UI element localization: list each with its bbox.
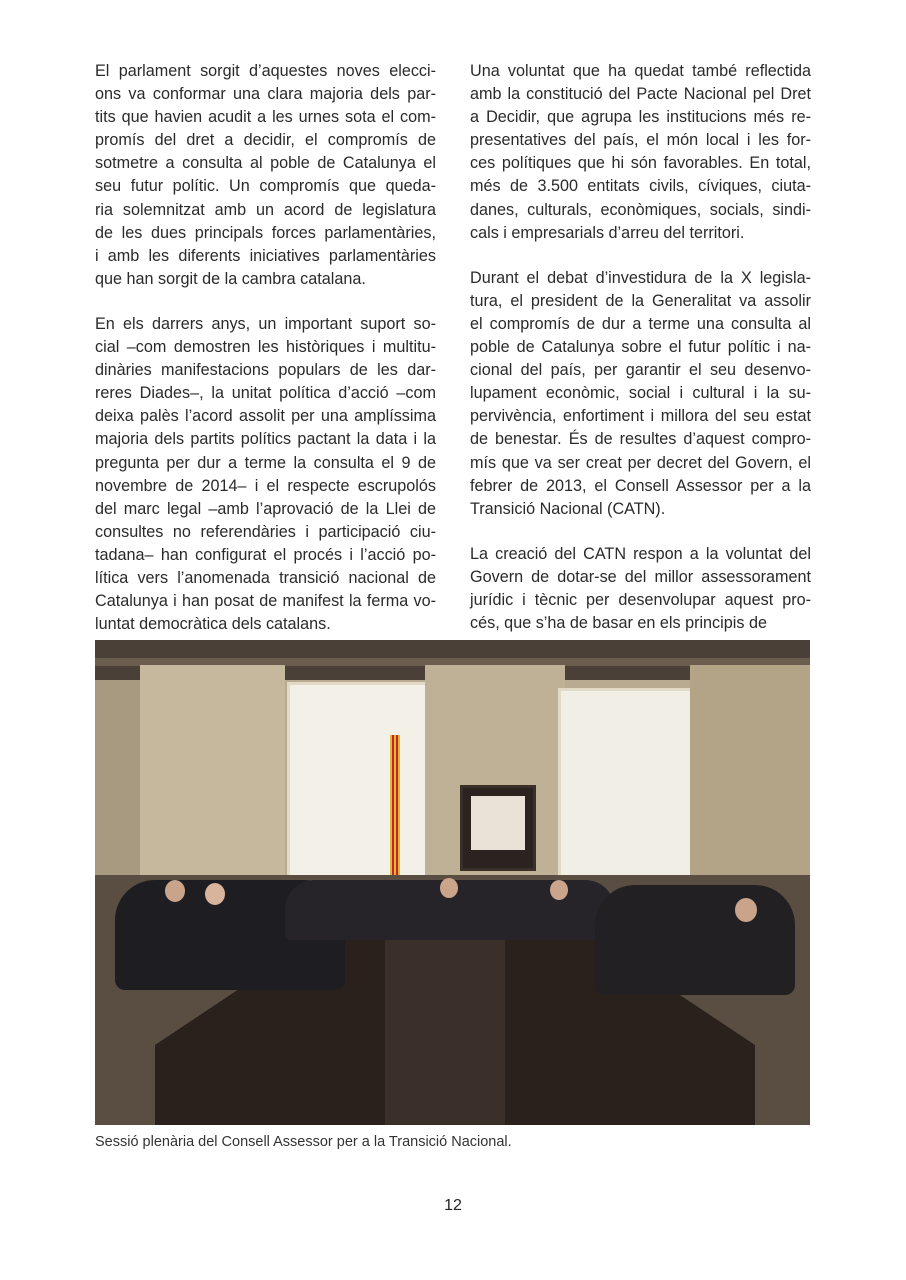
text-line: En els darrers anys, un important suport so- [95,314,436,333]
right-column [470,60,811,657]
text-line: promís del dret a decidir, el compromís de [95,131,436,150]
text-line: danes, culturals, econòmiques, socials, sindi- [470,200,811,219]
text-line: pregunta per dur a terme la consulta el 9 de [95,453,436,472]
text-line: deixa palès l’acord assolit per una amplíssima [95,407,436,426]
text-line: El parlament sorgit d’aquestes noves elecci- [95,62,436,80]
painting [460,785,536,871]
text-line: lupament econòmic, social i cultural i la su- [470,384,811,403]
text-line: poble de Catalunya sobre el futur polític i na- [470,338,811,357]
text-line: de benestar. És de resultes d’aquest compro- [470,430,811,449]
paragraph [470,267,811,521]
text-line: pervivència, enfortiment i millora del seu estat [470,407,811,426]
text-line: Una voluntat que ha quedat també reflectida [470,62,811,80]
text-line: jurídic i tècnic per desenvolupar aquest pro- [470,590,811,609]
meeting-photo [95,640,810,1125]
page-number: 12 [444,1197,462,1214]
text-line: tits que havien acudit a les urnes sota el com- [95,108,436,127]
text-line: cés, que s’ha de basar en els principis de [470,614,767,633]
text-line: cional del país, per garantir el seu desenvo- [470,361,811,380]
text-line: luntat democràtica dels catalans. [95,615,331,634]
text-line: seu futur polític. Un compromís que queda- [95,177,436,196]
left-column [95,60,436,658]
text-line: tura, el president de la Generalitat va assolir [470,291,811,310]
text-line: ria solemnitzat amb un acord de legislatura [95,200,436,219]
text-line: Catalunya i han posat de manifest la ferma vo- [95,592,436,611]
paragraph [95,313,436,636]
text-line: novembre de 2014– i el respecte escrupolós [95,476,436,495]
text-line: cals i empresarials d’arreu del territori. [470,223,745,242]
text-line: cial –com demostren les històriques i multitu- [95,338,436,357]
photo-caption: Sessió plenària del Consell Assessor per a la Transició Nacional. [95,1134,512,1150]
text-line: presentatives del país, el món local i les for- [470,131,811,150]
text-line: del marc legal –amb l’aprovació de la Llei de [95,499,436,518]
text-line: tadana– han configurat el procés i l’acció po- [95,545,436,564]
text-line: lítica vers l’anomenada transició nacional de [95,568,436,587]
text-line: ces polítiques que hi són favorables. En total, [470,154,811,173]
text-line: ons va conformar una clara majoria dels par- [95,85,436,104]
paragraph [470,60,811,245]
text-line: majoria dels partits polítics pactant la data i la [95,430,436,449]
text-line: el compromís de dur a terme una consulta al [470,314,811,333]
text-line: de les dues principals forces parlamentàries, [95,223,436,242]
text-line: que han sorgit de la cambra catalana. [95,269,366,288]
paragraph [470,543,811,635]
text-line: a Decidir, que agrupa les institucions més re- [470,108,811,127]
flag [390,735,400,890]
paragraph [95,60,436,291]
text-line: amb la constitució del Pacte Nacional pel Dret [470,85,811,104]
text-line: Govern de dotar-se del millor assessorament [470,567,811,586]
text-line: dinàries manifestacions populars de les dar- [95,361,436,380]
text-line: consultes no referendàries i participació ciu- [95,522,436,541]
text-line: i amb les diferents iniciatives parlamentàries [95,246,436,265]
text-line: reres Diades–, la unitat política d’acció –com [95,384,436,403]
text-line: Transició Nacional (CATN). [470,499,666,518]
text-line: sotmetre a consulta al poble de Catalunya el [95,154,436,173]
text-line: febrer de 2013, el Consell Assessor per a la [470,476,811,495]
text-line: Durant el debat d’investidura de la X legisla- [470,268,811,287]
text-line: La creació del CATN respon a la voluntat del [470,544,811,563]
text-line: mís que va ser creat per decret del Govern, el [470,453,811,472]
text-line: més de 3.500 entitats civils, cíviques, ciuta- [470,177,811,196]
